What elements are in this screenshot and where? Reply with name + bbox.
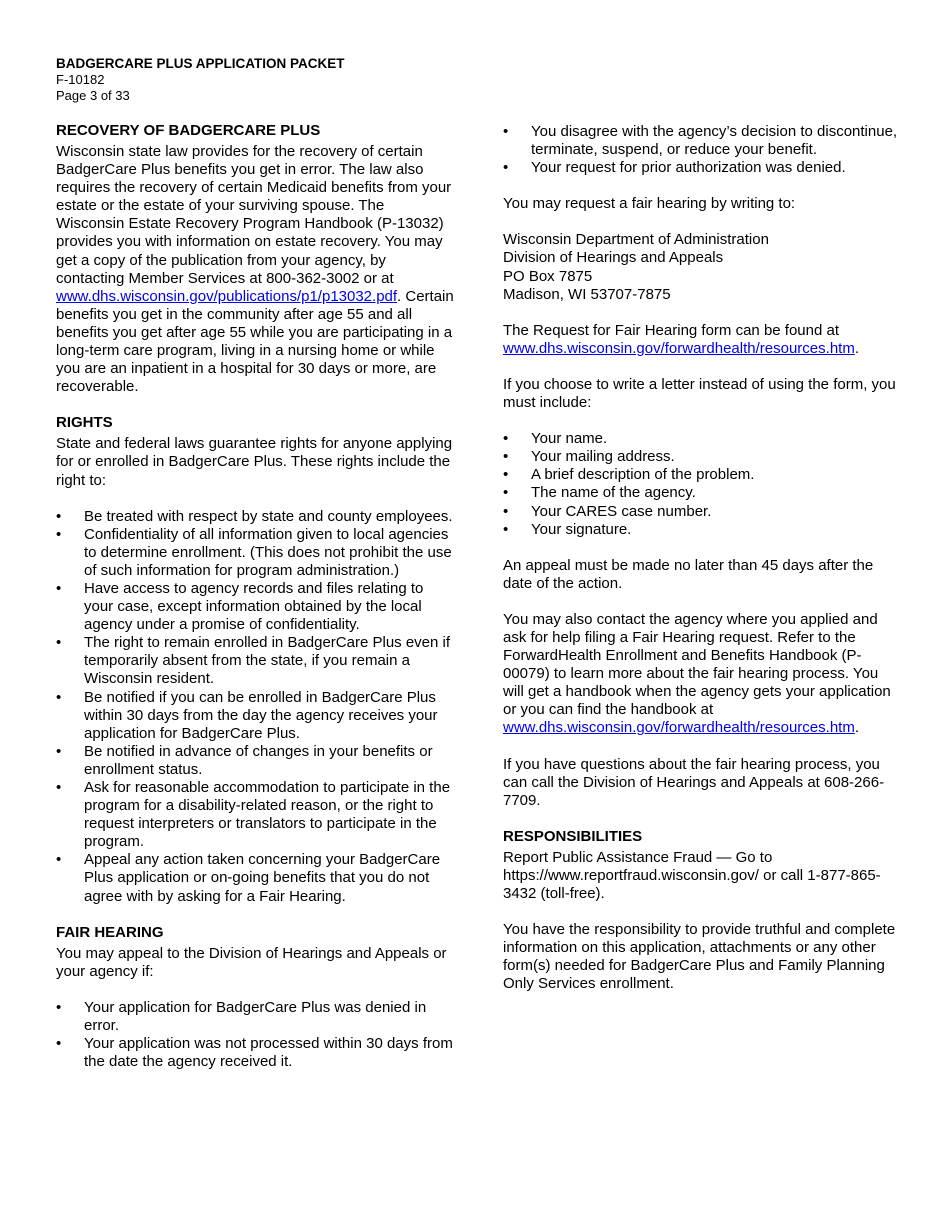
form-text: The Request for Fair Hearing form can be found at [503,321,840,339]
list-item: • Ask for reasonable accommodation to participate in the program for a disability-related reason, or the right to request interpreters or translators to participate in the program. [56,779,454,851]
document-title: BADGERCARE PLUS APPLICATION PACKET [56,56,345,71]
letter-intro: If you choose to write a letter instead of using the form, you must include: [503,375,896,412]
estate-recovery-link[interactable]: www.dhs.wisconsin.gov/publications/p1/p13032.pdf [56,287,398,305]
rights-heading: RIGHTS [56,414,113,432]
contact-text: You may also contact the agency where you applied and ask for help filing a Fair Hearing request. Refer to the ForwardHealth Enrollment and Benefits Handbook (P-00079) to learn more about the fair hearing process. You will get a handbook when the agency gets your application or you can find the handbook at [503,610,891,719]
page-header [56,56,345,104]
right-column [503,123,898,993]
contact-paragraph: You may also contact the agency where you applied and ask for help filing a Fair Hearing request. Refer to the ForwardHealth Enrollment and Benefits Handbook (P-00079) to learn more about the fair hearing process. You will get a handbook when the agency gets your application or you can find the handbook at www.dhs.wisconsin.gov/forwardhealth/resources.htm. [503,610,891,737]
list-item: • Your CARES case number. [503,503,898,521]
list-item: • Your signature. [503,521,898,539]
request-intro: You may request a fair hearing by writing to: [503,195,796,213]
letter-requirements-list [503,430,898,539]
address-line: PO Box 7875 [503,267,593,285]
list-item: • Be notified in advance of changes in your benefits or enrollment status. [56,743,454,779]
fair-hearing-section [56,924,454,1072]
appeal-reasons-list-continued [503,123,898,177]
recovery-paragraph [56,143,454,396]
list-item: • Your name. [503,430,898,448]
mailing-address [503,231,898,303]
recovery-text-continued: . Certain benefits you get in the community after age 55 and all benefits you get after age 55 while you are participating in a long-term care program, living in a nursing home or while you are an inpatient in a hospital for 30 days or more, are recoverable. [56,287,454,396]
list-item: • Confidentiality of all information given to local agencies to determine enrollment. (This does not prohibit the use of such information for program administration.) [56,526,454,580]
address-line: Division of Hearings and Appeals [503,249,724,267]
rights-list [56,508,454,906]
rights-section [56,414,454,905]
handbook-link[interactable]: www.dhs.wisconsin.gov/forwardhealth/resources.htm [503,719,855,737]
list-item: • Be notified if you can be enrolled in BadgerCare Plus within 30 days from the day the agency receives your application for BadgerCare Plus. [56,689,454,743]
list-item: • Your request for prior authorization was denied. [503,159,898,177]
recovery-heading: RECOVERY OF BADGERCARE PLUS [56,122,321,139]
list-item: • Be treated with respect by state and county employees. [56,508,454,526]
responsibilities-heading: RESPONSIBILITIES [503,827,643,845]
form-number: F-10182 [56,72,105,87]
questions-paragraph: If you have questions about the fair hearing process, you can call the Division of Hearings and Appeals at 608-266-7709. [503,755,885,809]
address-line: Wisconsin Department of Administration [503,231,769,249]
list-item: • Your application for BadgerCare Plus was denied in error. [56,999,454,1035]
left-column [56,122,454,1071]
appeal-deadline: An appeal must be made no later than 45 days after the date of the action. [503,556,874,592]
fair-hearing-form-link[interactable]: www.dhs.wisconsin.gov/forwardhealth/resources.htm [503,339,855,357]
rights-intro: State and federal laws guarantee rights for anyone applying for or enrolled in BadgerCare Plus. These rights include the right to: [56,435,453,489]
recovery-text: Wisconsin state law provides for the recovery of certain BadgerCare Plus benefits you get in error. The law also requires the recovery of certain Medicaid benefits from your estate or the estate of your surviving spouse. The Wisconsin Estate Recovery Program Handbook (P-13032) provides you with information on estate recovery. You may get a copy of the publication from your agency, by contacting Member Services at 800-362-3002 or at [56,143,452,287]
list-item: • The right to remain enrolled in BadgerCare Plus even if temporarily absent from the state, if you remain a Wisconsin resident. [56,634,454,688]
fair-hearing-intro: You may appeal to the Division of Hearings and Appeals or your agency if: [56,944,447,980]
appeal-reasons-list [56,999,454,1071]
address-line: Madison, WI 53707-7875 [503,285,671,303]
form-paragraph: The Request for Fair Hearing form can be found at www.dhs.wisconsin.gov/forwardhealth/resources.htm. [503,321,859,357]
list-item: • Your application was not processed within 30 days from the date the agency received it. [56,1035,454,1071]
list-item: • The name of the agency. [503,484,898,502]
fraud-paragraph: Report Public Assistance Fraud — Go to https://www.reportfraud.wisconsin.gov/ or call 1-877-865-3432 (toll-free). [503,848,881,902]
fair-hearing-heading: FAIR HEARING [56,923,164,941]
responsibilities-section [503,828,898,994]
list-item: • Your mailing address. [503,448,898,466]
list-item: • A brief description of the problem. [503,466,898,484]
recovery-section [56,122,454,396]
truthful-paragraph: You have the responsibility to provide truthful and complete information on this application, attachments or any other form(s) needed for BadgerCare Plus and Family Planning Only Services enrollment. [503,921,896,993]
list-item: • You disagree with the agency’s decision to discontinue, terminate, suspend, or reduce your benefit. [503,123,898,159]
page-number: Page 3 of 33 [56,88,130,103]
list-item: • Have access to agency records and files relating to your case, except information obtained by the local agency under a promise of confidentiality. [56,580,454,634]
list-item: • Appeal any action taken concerning your BadgerCare Plus application or on-going benefits that you do not agree with by asking for a Fair Hearing. [56,851,454,905]
